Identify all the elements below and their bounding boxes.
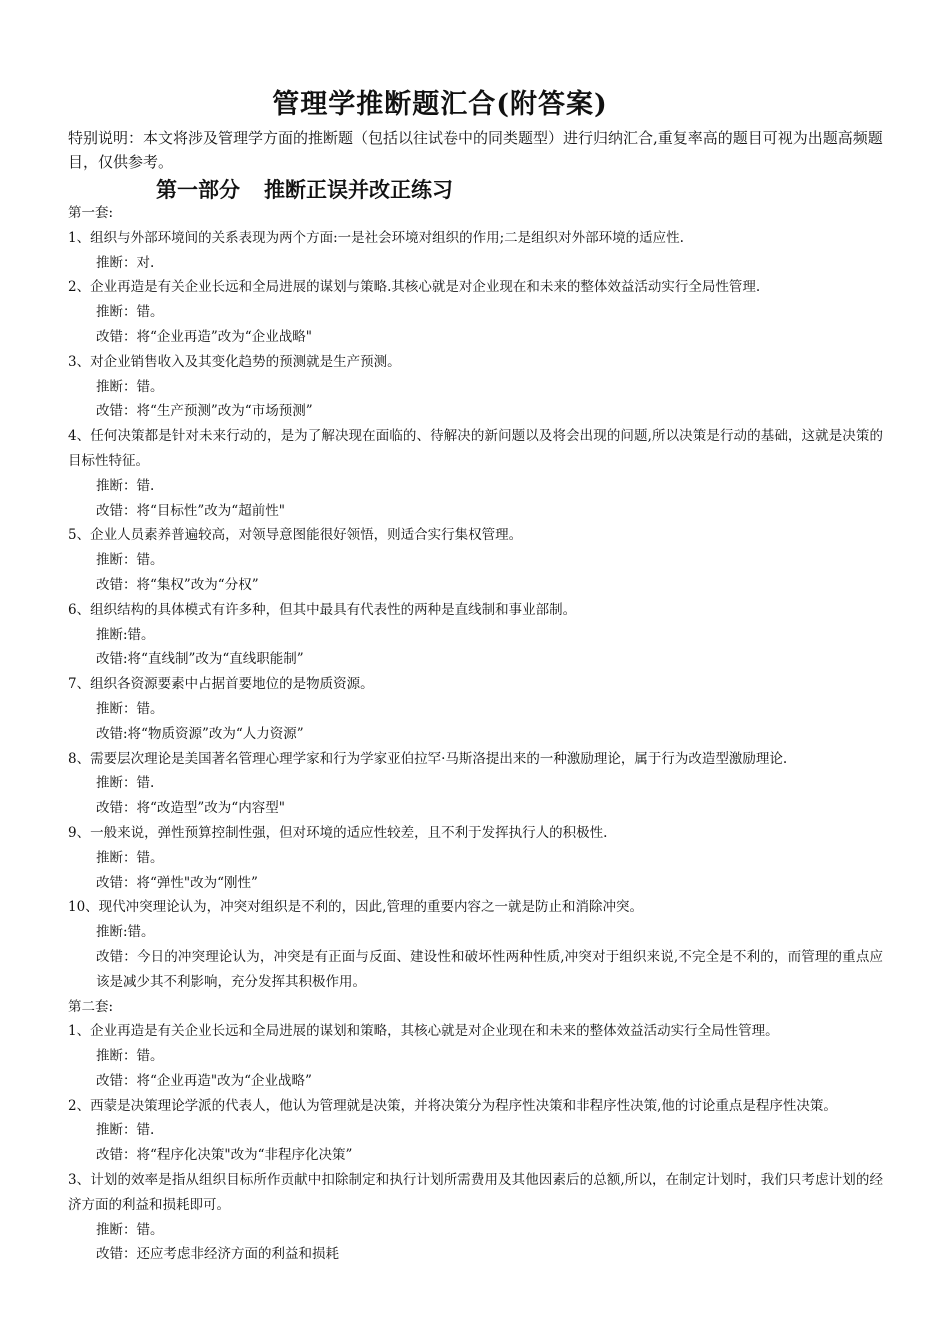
correction: 改错：将“目标性”改为“超前性" [96,502,285,519]
correction: 改错：将“集权”改为“分权” [96,576,259,593]
question: 7、组织各资源要素中占据首要地位的是物质资源。 [68,676,374,693]
correction: 改错:将“直线制”改为“直线职能制” [96,651,304,668]
judgement: 推断:错。 [96,626,155,643]
correction: 改错：将“企业再造"改为“企业战略” [96,1072,312,1089]
part-heading [156,174,453,204]
judgement: 推断：错。 [96,700,164,717]
question: 2、西蒙是决策理论学派的代表人，他认为管理就是决策，并将决策分为程序性决策和非程序性决策,他的讨论重点是程序性决策。 [68,1097,837,1114]
question: 6、组织结构的具体模式有许多种，但其中最具有代表性的两种是直线制和事业部制。 [68,601,577,618]
judgement: 推断：错。 [96,849,164,866]
judgement: 推断：错。 [96,304,164,321]
intro-note: 特别说明：本文将涉及管理学方面的推断题（包括以往试卷中的同类题型）进行归纳汇合,重复率高的题目可视为出题高频题目，仅供参考。 [68,129,883,171]
correction: 改错：将“程序化决策"改为“非程序化决策” [96,1147,353,1164]
question: 3、计划的效率是指从组织目标所作贡献中扣除制定和执行计划所需费用及其他因素后的总额,所以，在制定计划时，我们只考虑计划的经济方面的利益和损耗即可。 [68,1172,883,1213]
question: 9、一般来说，弹性预算控制性强，但对环境的适应性较差，且不利于发挥执行人的积极性. [68,824,608,841]
question: 1、企业再造是有关企业长远和全局进展的谋划和策略，其核心就是对企业现在和未来的整体效益活动实行全局性管理。 [68,1023,779,1040]
set-heading: 第二套: [68,998,114,1015]
judgement: 推断：对. [96,254,155,271]
judgement: 推断：错. [96,775,155,792]
correction: 改错：还应考虑非经济方面的利益和损耗 [96,1246,339,1263]
judgement: 推断：错。 [96,552,164,569]
correction: 改错：将“改造型”改为“内容型" [96,800,285,817]
correction: 改错：今日的冲突理论认为，冲突是有正面与反面、建设性和破坏性两种性质,冲突对于组织来说,不完全是不利的，而管理的重点应该是减少其不利影响，充分发挥其积极作用。 [96,948,883,990]
judgement: 推断：错。 [96,1048,164,1065]
question: 3、对企业销售收入及其变化趋势的预测就是生产预测。 [68,353,401,370]
part-number: 第一部分 [156,177,240,202]
question-list [68,201,883,1267]
judgement: 推断:错。 [96,924,155,941]
judgement: 推断：错。 [96,1221,164,1238]
judgement: 推断：错. [96,1122,155,1139]
question: 4、任何决策都是针对未来行动的，是为了解决现在面临的、待解决的新问题以及将会出现的问题,所以决策是行动的基础，这就是决策的目标性特征。 [68,428,883,469]
document-title: 管理学推断题汇合(附答案) [272,89,608,120]
question: 2、企业再造是有关企业长远和全局进展的谋划与策略.其核心就是对企业现在和未来的整体效益活动实行全局性管理. [68,279,761,296]
question: 5、企业人员素养普遍较高，对领导意图能很好领悟，则适合实行集权管理。 [68,527,523,544]
correction: 改错：将“企业再造”改为“企业战略" [96,328,312,345]
question: 10、现代冲突理论认为，冲突对组织是不利的，因此,管理的重要内容之一就是防止和消除冲突。 [68,899,643,916]
question: 1、组织与外部环境间的关系表现为两个方面:一是社会环境对组织的作用;二是组织对外部环境的适应性. [68,229,684,246]
question: 8、需要层次理论是美国著名管理心理学家和行为学家亚伯拉罕·马斯洛提出来的一种激励理论，属于行为改造型激励理论. [68,750,788,767]
judgement: 推断：错. [96,477,155,494]
correction: 改错:将“物质资源”改为“人力资源” [96,725,304,742]
judgement: 推断：错。 [96,378,164,395]
correction: 改错：将“生产预测”改为“市场预测” [96,403,313,420]
part-name: 推断正误并改正练习 [264,177,453,202]
correction: 改错：将“弹性"改为“刚性” [96,874,258,891]
set-heading: 第一套: [68,205,114,221]
